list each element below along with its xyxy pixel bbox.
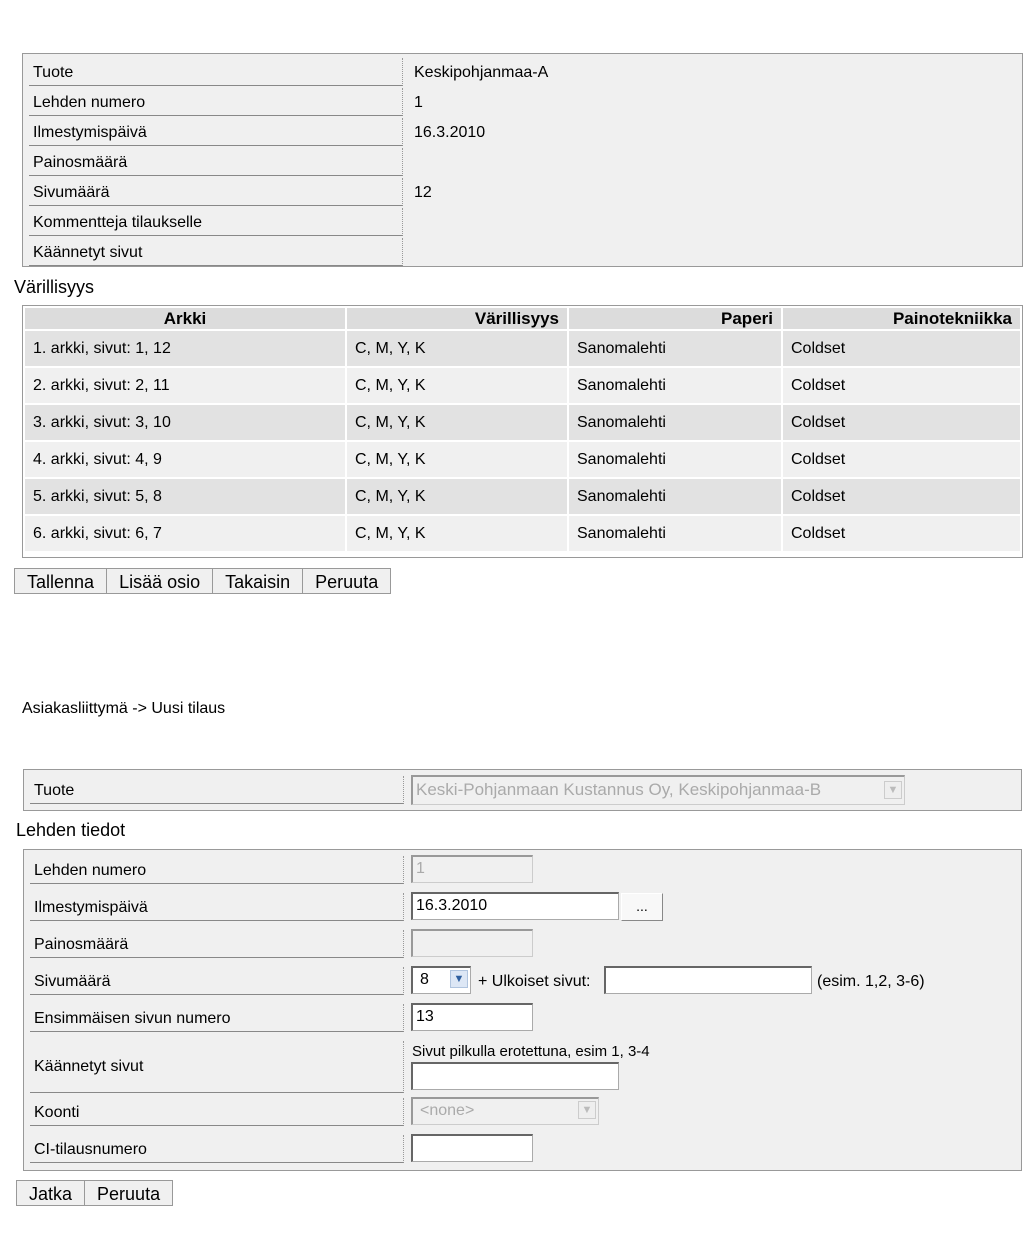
table-cell: C, M, Y, K bbox=[347, 479, 567, 514]
rotated-pages-label: Käännetyt sivut bbox=[30, 1041, 404, 1093]
date-input[interactable]: 16.3.2010 bbox=[411, 892, 619, 920]
add-section-button[interactable]: Lisää osio bbox=[107, 568, 213, 594]
sheet-table-header bbox=[25, 308, 1020, 329]
column-header: Arkki bbox=[25, 308, 345, 329]
save-button[interactable]: Tallenna bbox=[14, 568, 107, 594]
table-cell: Coldset bbox=[783, 479, 1020, 514]
summary-value: 12 bbox=[414, 184, 432, 201]
chevron-down-icon: ▼ bbox=[578, 1101, 596, 1119]
table-row bbox=[25, 368, 1020, 403]
summary-value: Keskipohjanmaa-A bbox=[414, 64, 549, 81]
table-cell: C, M, Y, K bbox=[347, 331, 567, 366]
rotated-pages-input[interactable] bbox=[411, 1062, 619, 1090]
chevron-down-icon: ▼ bbox=[884, 781, 902, 799]
issue-section-title: Lehden tiedot bbox=[16, 820, 126, 840]
table-cell: Sanomalehti bbox=[569, 331, 781, 366]
summary-label: Tuote bbox=[29, 58, 403, 86]
first-page-label: Ensimmäisen sivun numero bbox=[30, 1004, 404, 1032]
table-cell: Coldset bbox=[783, 368, 1020, 403]
bottom-button-bar bbox=[16, 1180, 173, 1206]
table-cell: 2. arkki, sivut: 2, 11 bbox=[25, 368, 345, 403]
table-cell: Sanomalehti bbox=[569, 479, 781, 514]
chevron-down-icon: ▼ bbox=[450, 970, 468, 988]
first-page-input[interactable]: 13 bbox=[411, 1003, 533, 1031]
table-cell: Coldset bbox=[783, 405, 1020, 440]
table-cell: Coldset bbox=[783, 442, 1020, 477]
summary-label: Sivumäärä bbox=[29, 178, 403, 206]
summary-label: Käännetyt sivut bbox=[29, 238, 403, 266]
page-count-select[interactable] bbox=[411, 966, 471, 994]
cover-pages-label: + Ulkoiset sivut: bbox=[478, 973, 591, 990]
breadcrumb: Asiakasliittymä -> Uusi tilaus bbox=[22, 700, 226, 717]
cancel-button[interactable]: Peruuta bbox=[303, 568, 391, 594]
page-count-select-value: 8 bbox=[420, 971, 429, 988]
composition-select[interactable] bbox=[411, 1097, 599, 1125]
print-run-label: Painosmäärä bbox=[30, 930, 404, 958]
print-run-input[interactable] bbox=[411, 929, 533, 957]
summary-label: Painosmäärä bbox=[29, 148, 403, 176]
table-cell: Sanomalehti bbox=[569, 442, 781, 477]
table-row bbox=[25, 405, 1020, 440]
color-section-title: Värillisyys bbox=[14, 277, 95, 297]
table-row bbox=[25, 442, 1020, 477]
issue-number-label: Lehden numero bbox=[30, 856, 404, 884]
table-cell: Coldset bbox=[783, 516, 1020, 551]
date-picker-button[interactable]: ... bbox=[621, 893, 663, 921]
table-row bbox=[25, 479, 1020, 514]
cover-pages-hint: (esim. 1,2, 3-6) bbox=[817, 973, 925, 990]
sheet-table bbox=[22, 305, 1023, 558]
table-row bbox=[25, 516, 1020, 551]
top-button-bar bbox=[14, 568, 391, 594]
continue-button[interactable]: Jatka bbox=[16, 1180, 85, 1206]
table-cell: 4. arkki, sivut: 4, 9 bbox=[25, 442, 345, 477]
table-cell: 5. arkki, sivut: 5, 8 bbox=[25, 479, 345, 514]
table-cell: 3. arkki, sivut: 3, 10 bbox=[25, 405, 345, 440]
ci-order-input[interactable] bbox=[411, 1134, 533, 1162]
summary-value: 16.3.2010 bbox=[414, 124, 486, 141]
cover-pages-input[interactable] bbox=[604, 966, 812, 994]
product-panel bbox=[23, 769, 1022, 811]
table-cell: 1. arkki, sivut: 1, 12 bbox=[25, 331, 345, 366]
page-count-label: Sivumäärä bbox=[30, 967, 404, 995]
issue-number-input[interactable]: 1 bbox=[411, 855, 533, 883]
summary-value: 1 bbox=[414, 94, 423, 111]
column-header: Värillisyys bbox=[347, 308, 567, 329]
issue-details-panel bbox=[23, 849, 1022, 1171]
table-row bbox=[25, 331, 1020, 366]
table-cell: Sanomalehti bbox=[569, 405, 781, 440]
column-header: Painotekniikka bbox=[783, 308, 1020, 329]
table-cell: C, M, Y, K bbox=[347, 442, 567, 477]
table-cell: C, M, Y, K bbox=[347, 405, 567, 440]
table-cell: C, M, Y, K bbox=[347, 368, 567, 403]
cancel-button[interactable]: Peruuta bbox=[85, 1180, 173, 1206]
table-cell: 6. arkki, sivut: 6, 7 bbox=[25, 516, 345, 551]
back-button[interactable]: Takaisin bbox=[213, 568, 303, 594]
summary-label: Kommentteja tilaukselle bbox=[29, 208, 403, 236]
product-select[interactable] bbox=[411, 775, 905, 805]
rotated-pages-hint: Sivut pilkulla erotettuna, esim 1, 3-4 bbox=[412, 1043, 650, 1060]
column-header: Paperi bbox=[569, 308, 781, 329]
ci-order-label: CI-tilausnumero bbox=[30, 1135, 404, 1163]
table-cell: Coldset bbox=[783, 331, 1020, 366]
table-cell: Sanomalehti bbox=[569, 368, 781, 403]
product-select-value: Keski-Pohjanmaan Kustannus Oy, Keskipohjanmaa-B bbox=[416, 780, 822, 799]
composition-select-value: <none> bbox=[420, 1102, 475, 1119]
summary-label: Ilmestymispäivä bbox=[29, 118, 403, 146]
table-cell: C, M, Y, K bbox=[347, 516, 567, 551]
summary-label: Lehden numero bbox=[29, 88, 403, 116]
table-cell: Sanomalehti bbox=[569, 516, 781, 551]
product-label: Tuote bbox=[30, 776, 404, 804]
date-label: Ilmestymispäivä bbox=[30, 893, 404, 921]
order-summary-panel bbox=[22, 53, 1023, 267]
composition-label: Koonti bbox=[30, 1098, 404, 1126]
